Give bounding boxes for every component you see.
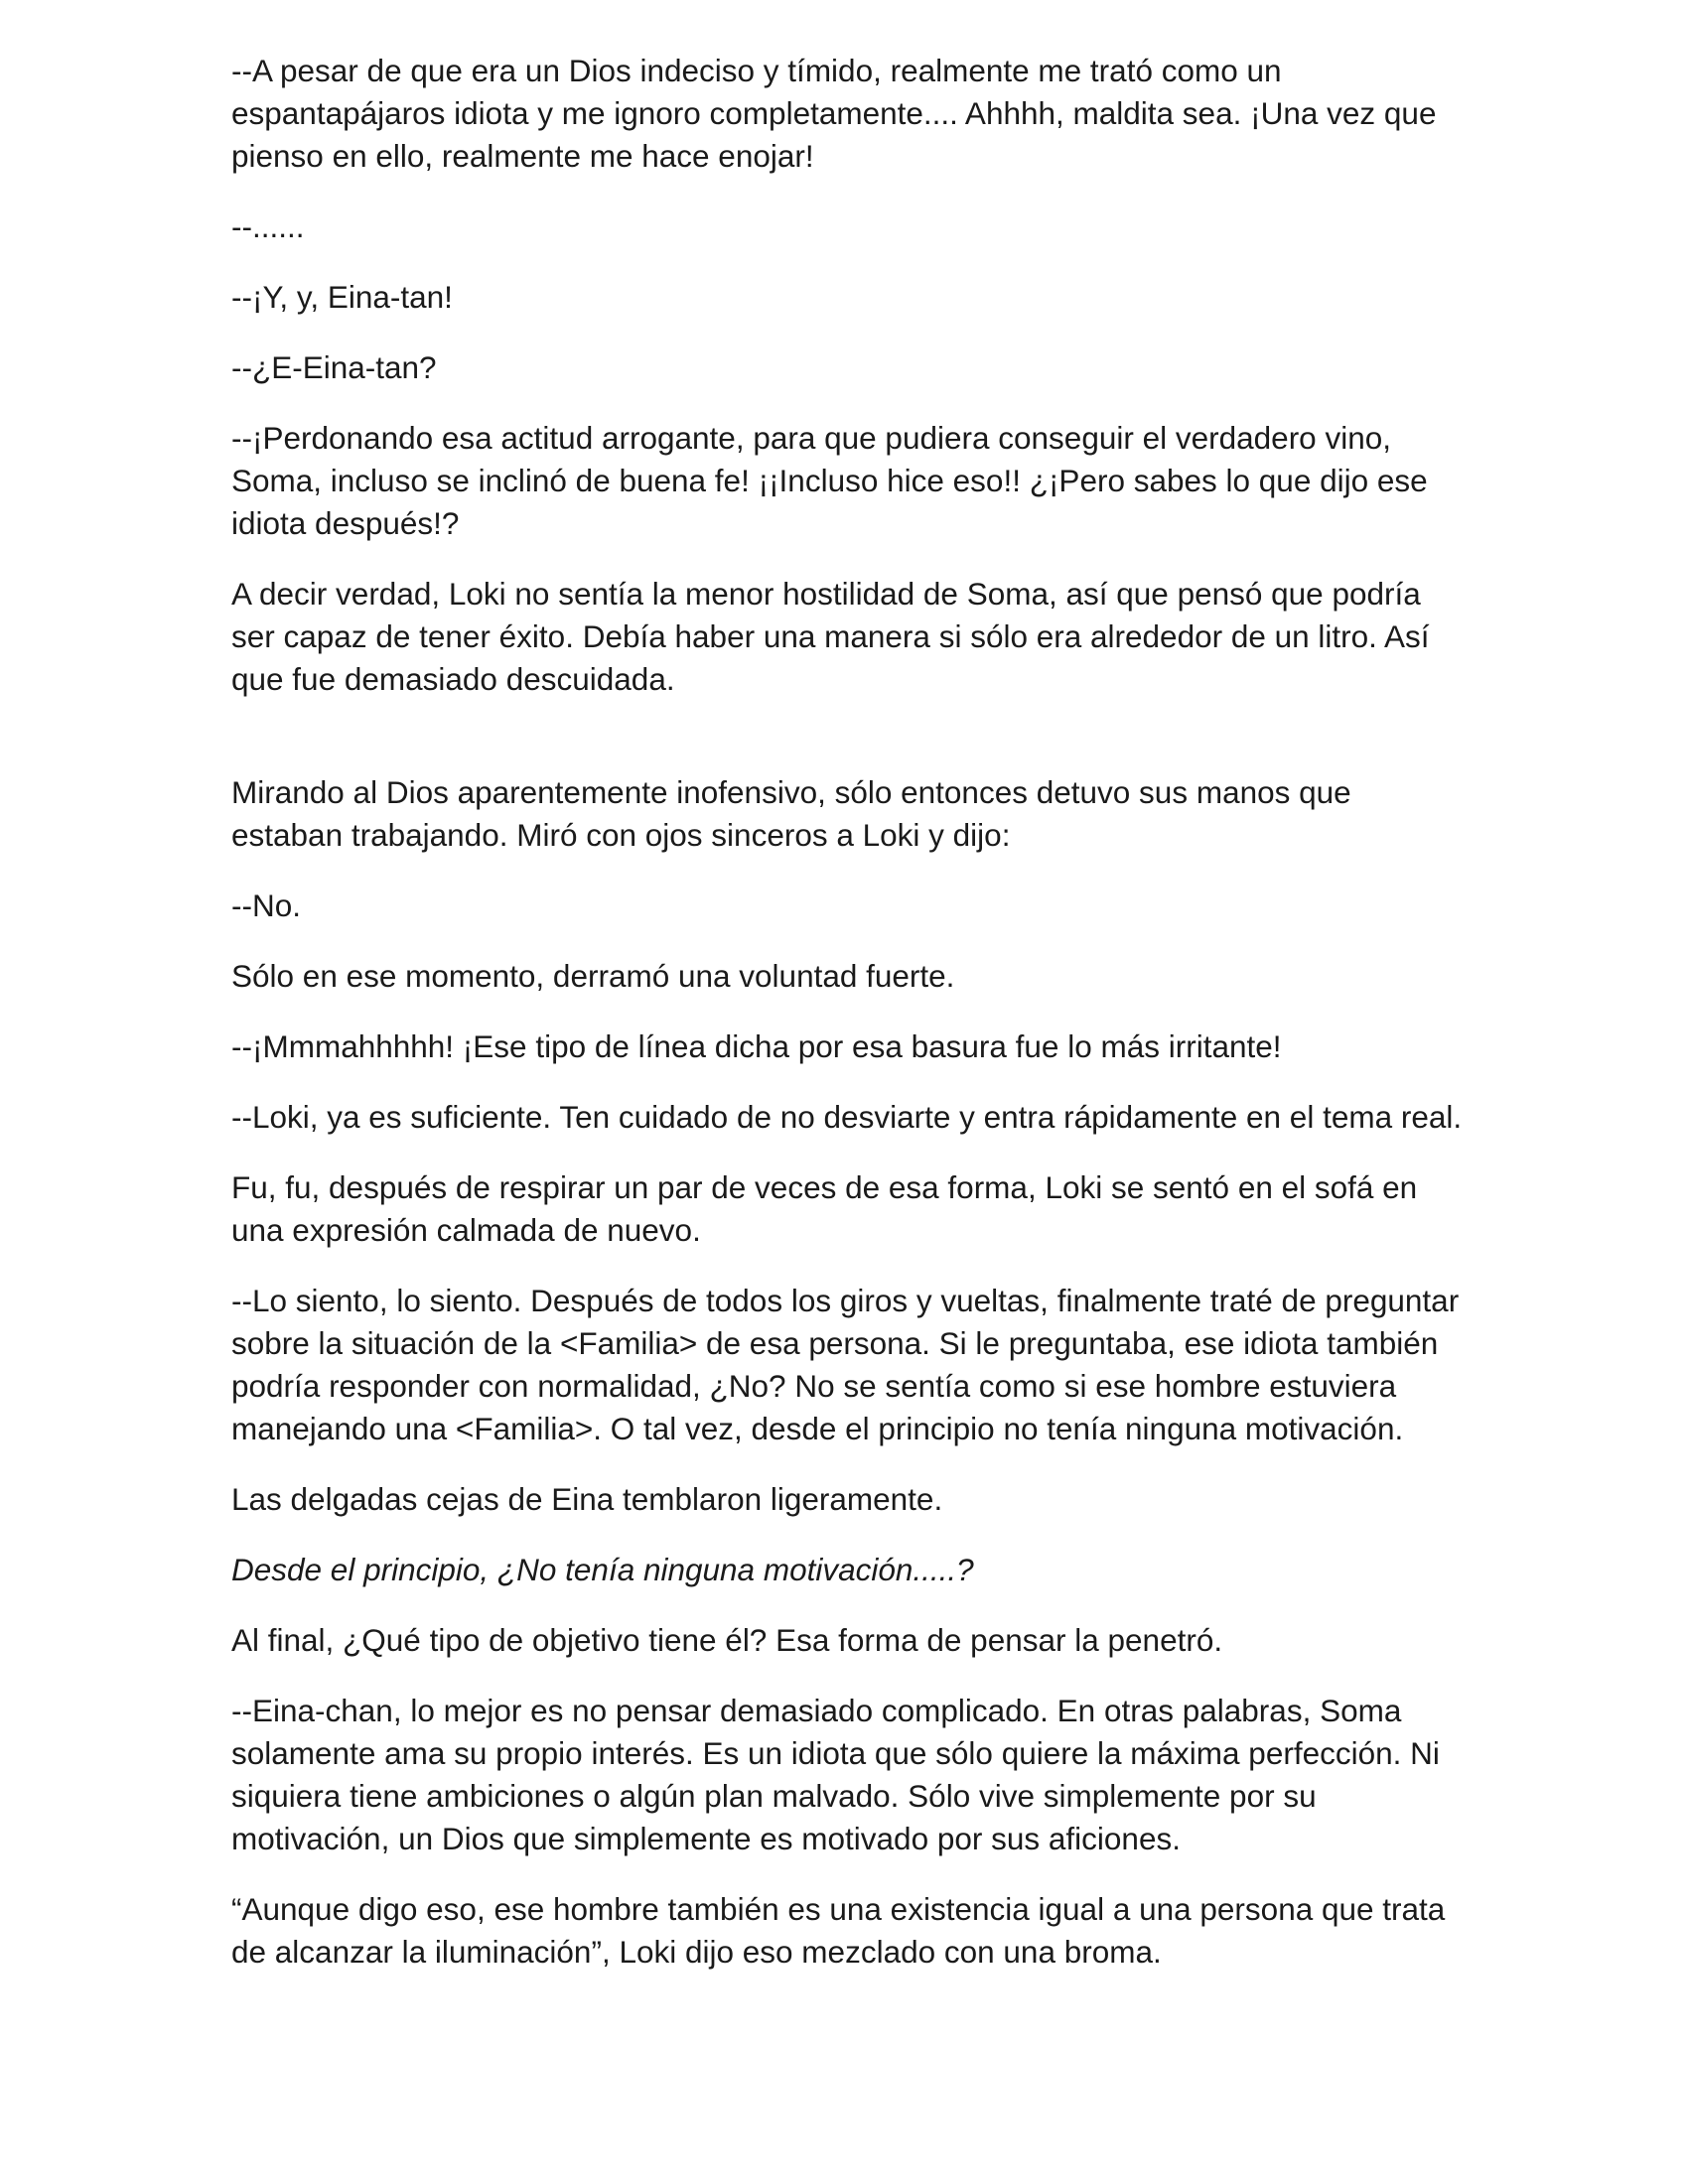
paragraph: --¡Y, y, Eina-tan! (231, 279, 453, 315)
paragraph: --Lo siento, lo siento. Después de todos los giros y vueltas, finalmente traté de preguntar sobre la situación de la <Familia> de esa persona. Si le preguntaba, ese idiota también podría responder con normalidad, ¿No? No se sentía como si ese hombre estuviera manejando una <Familia>. O tal vez, desde el principio no tenía ninguna motivación. (231, 1283, 1460, 1446)
document-page (231, 50, 1463, 2001)
paragraph: Mirando al Dios aparentemente inofensivo, sólo entonces detuvo sus manos que estaban trabajando. Miró con ojos sinceros a Loki y dijo: (231, 774, 1351, 853)
paragraph: --Loki, ya es suficiente. Ten cuidado de no desviarte y entra rápidamente en el tema real. (231, 1099, 1463, 1135)
paragraph: A decir verdad, Loki no sentía la menor hostilidad de Soma, así que pensó que podría ser capaz de tener éxito. Debía haber una manera si sólo era alrededor de un litro. Así que fue demasiado descuidada. (231, 576, 1430, 697)
italic-thought-paragraph: Desde el principio, ¿No tenía ninguna motivación.....? (231, 1552, 974, 1587)
paragraph: “Aunque digo eso, ese hombre también es una existencia igual a una persona que trata de alcanzar la iluminación”, Loki dijo eso mezclado con una broma. (231, 1891, 1446, 1970)
paragraph: Sólo en ese momento, derramó una voluntad fuerte. (231, 958, 955, 994)
paragraph: Las delgadas cejas de Eina temblaron ligeramente. (231, 1481, 943, 1517)
paragraph: --Eina-chan, lo mejor es no pensar demasiado complicado. En otras palabras, Soma solamente ama su propio interés. Es un idiota que sólo quiere la máxima perfección. Ni siquiera tiene ambiciones o algún plan malvado. Sólo vive simplemente por su motivación, un Dios que simplemente es motivado por sus aficiones. (231, 1693, 1440, 1856)
paragraph: --No. (231, 887, 301, 923)
paragraph: --¿E-Eina-tan? (231, 349, 437, 385)
paragraph: --¡Perdonando esa actitud arrogante, para que pudiera conseguir el verdadero vino, Soma, incluso se inclinó de buena fe! ¡¡Incluso hice eso!! ¿¡Pero sabes lo que dijo ese idiota después!? (231, 420, 1428, 541)
paragraph: --A pesar de que era un Dios indeciso y tímido, realmente me trató como un espantapájaros idiota y me ignoro completamente.... Ahhhh, maldita sea. ¡Una vez que pienso en ello, realmente me hace enojar! (231, 53, 1437, 174)
paragraph: --¡Mmmahhhhh! ¡Ese tipo de línea dicha por esa basura fue lo más irritante! (231, 1028, 1282, 1064)
paragraph: --...... (231, 208, 305, 244)
section-spacer (231, 729, 1463, 771)
paragraph: Fu, fu, después de respirar un par de veces de esa forma, Loki se sentó en el sofá en una expresión calmada de nuevo. (231, 1169, 1418, 1248)
paragraph: Al final, ¿Qué tipo de objetivo tiene él? Esa forma de pensar la penetró. (231, 1622, 1223, 1658)
